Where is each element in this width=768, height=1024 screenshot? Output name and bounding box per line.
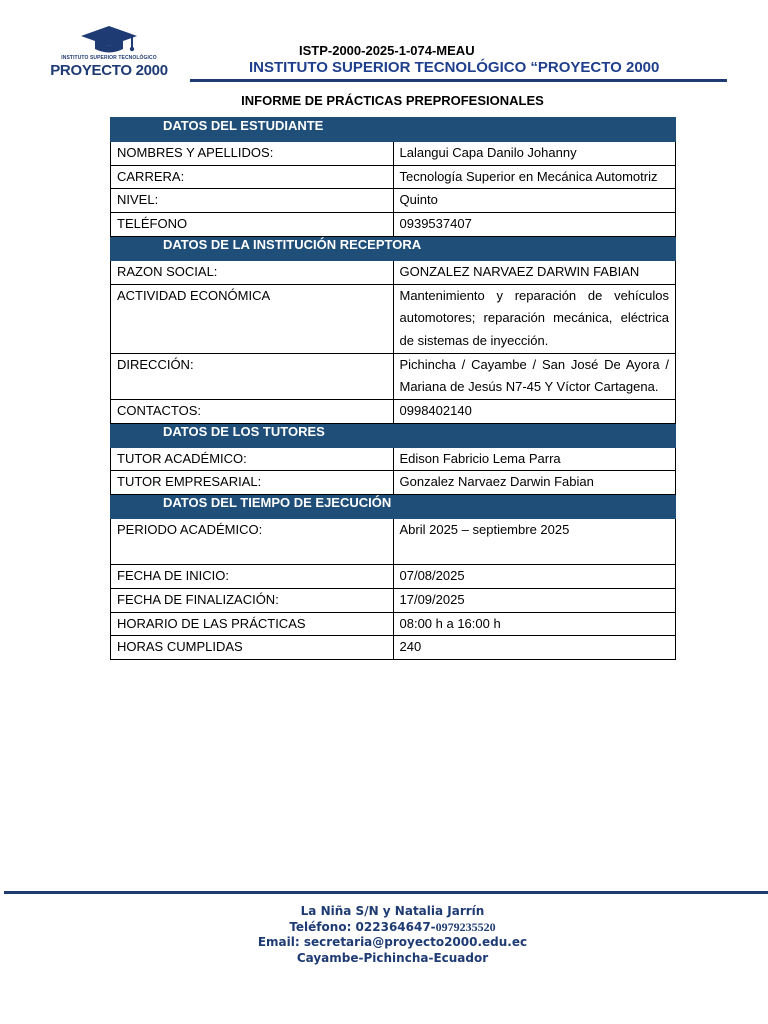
report-table <box>110 117 676 660</box>
header-divider <box>190 79 727 82</box>
field-value: Abril 2025 – septiembre 2025 <box>393 519 676 565</box>
table-row <box>111 636 676 660</box>
field-label: CARRERA: <box>111 165 394 189</box>
table-row <box>111 213 676 237</box>
field-label: TUTOR ACADÉMICO: <box>111 447 394 471</box>
field-value: Mantenimiento y reparación de vehículos automotores; reparación mecánica, eléctrica de sistemas de inyección. <box>393 284 676 353</box>
table-row <box>111 612 676 636</box>
institution-logo <box>50 24 168 82</box>
table-row <box>111 260 676 284</box>
institution-name: INSTITUTO SUPERIOR TECNOLÓGICO “PROYECTO 2000 <box>249 59 660 76</box>
section-header-time <box>111 495 676 519</box>
field-value: 240 <box>393 636 676 660</box>
graduation-cap-icon <box>79 24 139 56</box>
table-row <box>111 353 676 399</box>
field-value: 07/08/2025 <box>393 565 676 589</box>
field-value: Tecnología Superior en Mecánica Automotriz <box>393 165 676 189</box>
table-row <box>111 284 676 353</box>
logo-title: PROYECTO 2000 <box>50 62 168 79</box>
table-row <box>111 519 676 565</box>
field-value: Quinto <box>393 189 676 213</box>
field-value: 0998402140 <box>393 400 676 424</box>
footer-divider <box>4 891 768 894</box>
field-label: DIRECCIÓN: <box>111 353 394 399</box>
field-value: Gonzalez Narvaez Darwin Fabian <box>393 471 676 495</box>
field-label: HORAS CUMPLIDAS <box>111 636 394 660</box>
document-code: ISTP-2000-2025-1-074-MEAU <box>299 43 475 58</box>
table-row <box>111 189 676 213</box>
field-value: Lalangui Capa Danilo Johanny <box>393 142 676 166</box>
field-value: Pichincha / Cayambe / San José De Ayora / Mariana de Jesús N7-45 Y Víctor Cartagena. <box>393 353 676 399</box>
report-title: INFORME DE PRÁCTICAS PREPROFESIONALES <box>241 93 544 108</box>
section-title: DATOS DEL TIEMPO DE EJECUCIÓN <box>111 495 676 519</box>
field-value: 17/09/2025 <box>393 588 676 612</box>
field-label: FECHA DE FINALIZACIÓN: <box>111 588 394 612</box>
section-title: DATOS DE LOS TUTORES <box>111 423 676 447</box>
table-row <box>111 588 676 612</box>
field-value: GONZALEZ NARVAEZ DARWIN FABIAN <box>393 260 676 284</box>
table-row <box>111 447 676 471</box>
table-row <box>111 471 676 495</box>
footer-location: Cayambe-Pichincha-Ecuador <box>296 950 489 965</box>
field-value: 0939537407 <box>393 213 676 237</box>
field-label: TELÉFONO <box>111 213 394 237</box>
table-row <box>111 142 676 166</box>
section-title: DATOS DEL ESTUDIANTE <box>111 118 676 142</box>
footer-phone <box>0 920 768 936</box>
section-header-student <box>111 118 676 142</box>
field-value: 08:00 h a 16:00 h <box>393 612 676 636</box>
field-label: CONTACTOS: <box>111 400 394 424</box>
field-label: TUTOR EMPRESARIAL: <box>111 471 394 495</box>
field-label: ACTIVIDAD ECONÓMICA <box>111 284 394 353</box>
field-label: HORARIO DE LAS PRÁCTICAS <box>111 612 394 636</box>
table-row <box>111 165 676 189</box>
footer-phone-extra: 0979235520 <box>435 919 496 934</box>
footer-phone-label: Teléfono: 022364647- <box>289 919 436 934</box>
field-label: NIVEL: <box>111 189 394 213</box>
field-label: NOMBRES Y APELLIDOS: <box>111 142 394 166</box>
field-value: Edison Fabricio Lema Parra <box>393 447 676 471</box>
section-title: DATOS DE LA INSTITUCIÓN RECEPTORA <box>111 236 676 260</box>
table-row <box>111 565 676 589</box>
field-label: RAZON SOCIAL: <box>111 260 394 284</box>
section-header-institution <box>111 236 676 260</box>
footer-email: Email: secretaria@proyecto2000.edu.ec <box>257 935 528 949</box>
footer <box>0 904 768 966</box>
section-header-tutors <box>111 423 676 447</box>
table-row <box>111 400 676 424</box>
logo-subtitle: INSTITUTO SUPERIOR TECNOLÓGICO <box>61 55 157 61</box>
footer-address: La Niña S/N y Natalia Jarrín <box>300 904 485 918</box>
field-label: FECHA DE INICIO: <box>111 565 394 589</box>
field-label: PERIODO ACADÉMICO: <box>111 519 394 565</box>
